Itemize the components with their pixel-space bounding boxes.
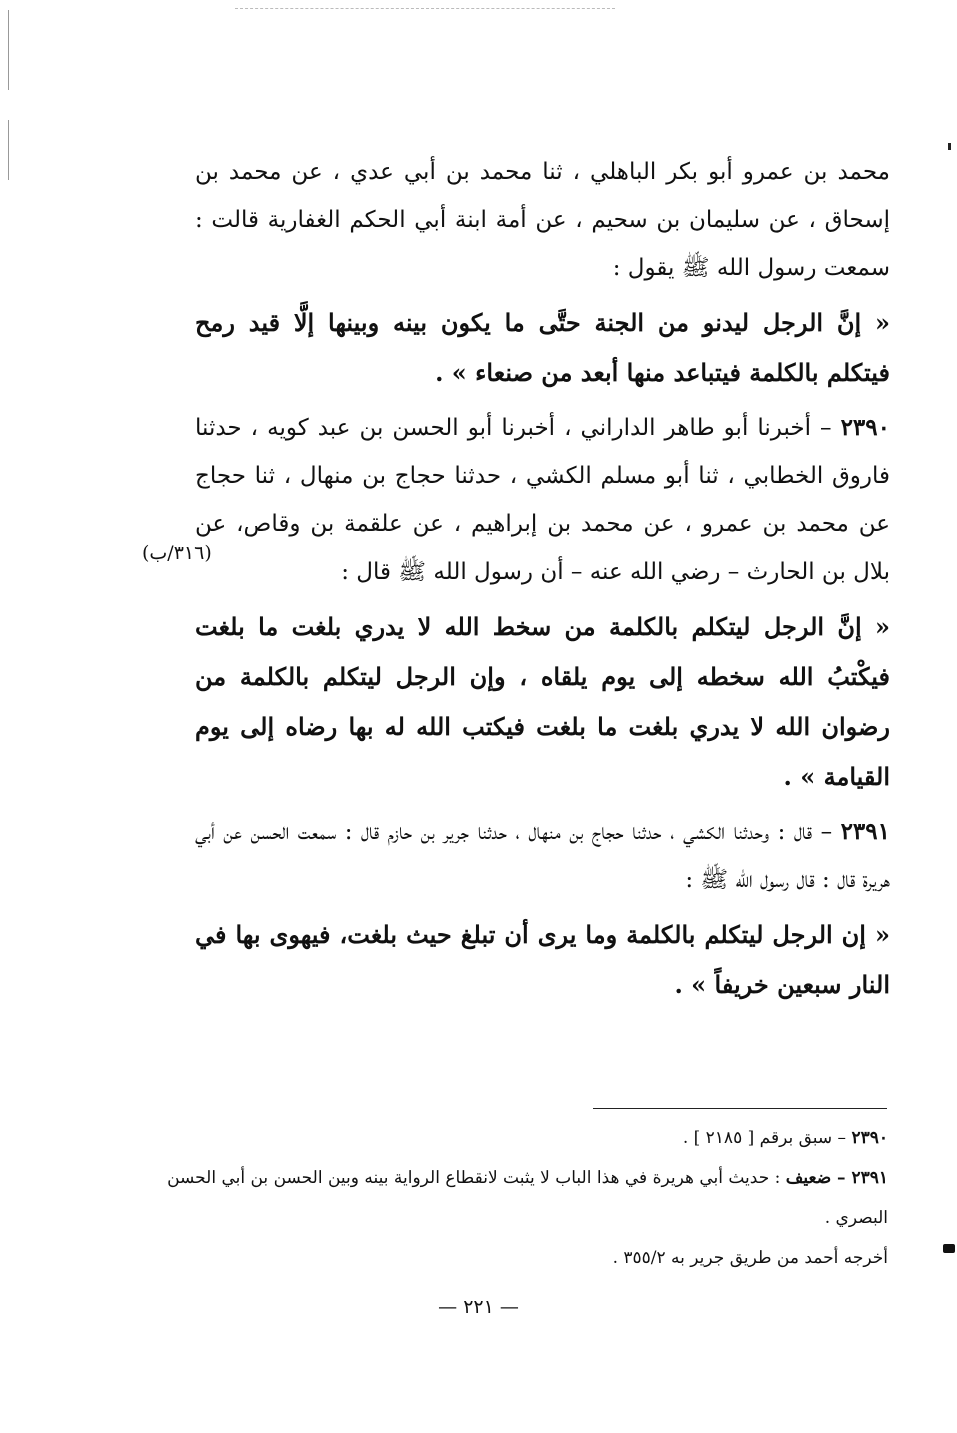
- manuscript-folio-reference: (٣١٦/ب): [142, 542, 212, 564]
- scan-mark: [948, 143, 951, 150]
- footnote-number: ٢٣٩٠: [851, 1128, 888, 1148]
- footnote: أخرجه أحمد من طريق جرير به ٣٥٥/٢ .: [612, 1248, 888, 1268]
- hadith-number: ٢٣٩٠: [840, 414, 890, 441]
- footnote: [140, 1118, 888, 1158]
- isnad-paragraph: [195, 808, 890, 904]
- hadith-number: ٢٣٩١: [840, 818, 890, 845]
- footnote-number: ٢٣٩١: [851, 1168, 888, 1188]
- isnad-paragraph: [195, 404, 890, 596]
- hadith-text: « إنَّ الرجل ليدنو من الجنة حتَّى ما يكون بينه وبينها إلَّا قيد رمح فيتكلم بالكلمة فيتباعد منها أبعد من صنعاء » .: [195, 308, 890, 387]
- footnotes: [140, 1118, 888, 1278]
- scan-edge-line: [8, 10, 9, 90]
- page-number: — ٢٢١ —: [438, 1296, 519, 1318]
- isnad-text: – قال : وحدثنا الكشي ، حدثنا حجاج بن منهال ، حدثنا جرير بن حازم قال : سمعت الحسن عن أبي هريرة قال : قال رسول الله ﷺ :: [195, 819, 890, 893]
- footnote: [140, 1158, 888, 1238]
- isnad-text: – أخبرنا أبو طاهر الداراني ، أخبرنا أبو الحسن بن عبد كويه ، حدثنا فاروق الخطابي ، ثنا أبو مسلم الكشي ، حدثنا حجاج بن منهال ، ثنا حجاج عن محمد بن عمرو ، عن محمد بن إبراهيم ، عن علقمة بن وقاص، عن بلال بن الحارث – رضي الله عنه – أن رسول الله ﷺ قال :: [195, 415, 891, 585]
- footnote-grade: – ضعيف: [785, 1168, 852, 1188]
- top-dashed-line: [235, 8, 615, 9]
- hadith-text: « إنَّ الرجل ليتكلم بالكلمة من سخط الله لا يدري بلغت ما بلغت فيكْتبُ الله سخطه إلى يوم يلقاه ، وإن الرجل ليتكلم بالكلمة من رضوان الله لا يدري بلغت ما بلغت فيكتب الله له بها رضاه إلى يوم القيامة » .: [195, 612, 890, 791]
- footnote-text: – سبق برقم [ ٢١٨٥ ] .: [682, 1128, 852, 1148]
- main-text: [195, 148, 890, 1016]
- footnote-separator: [593, 1108, 887, 1109]
- footnote-text: : حديث أبي هريرة في هذا الباب لا يثبت لانقطاع الرواية بينه وبين الحسن بن أبي الحسن البصري .: [167, 1168, 888, 1228]
- scan-edge-line: [8, 120, 9, 180]
- hadith-text: « إن الرجل ليتكلم بالكلمة وما يرى أن تبلغ حيث بلغت، فيهوى بها في النار سبعين خريفاً » .: [195, 920, 890, 999]
- scan-mark: [943, 1244, 955, 1253]
- isnad-paragraph: محمد بن عمرو أبو بكر الباهلي ، ثنا محمد بن أبي عدي ، عن محمد بن إسحاق ، عن سليمان بن سحيم ، عن أمة ابنة أبي الحكم الغفارية قالت : سمعت رسول الله ﷺ يقول :: [195, 159, 890, 281]
